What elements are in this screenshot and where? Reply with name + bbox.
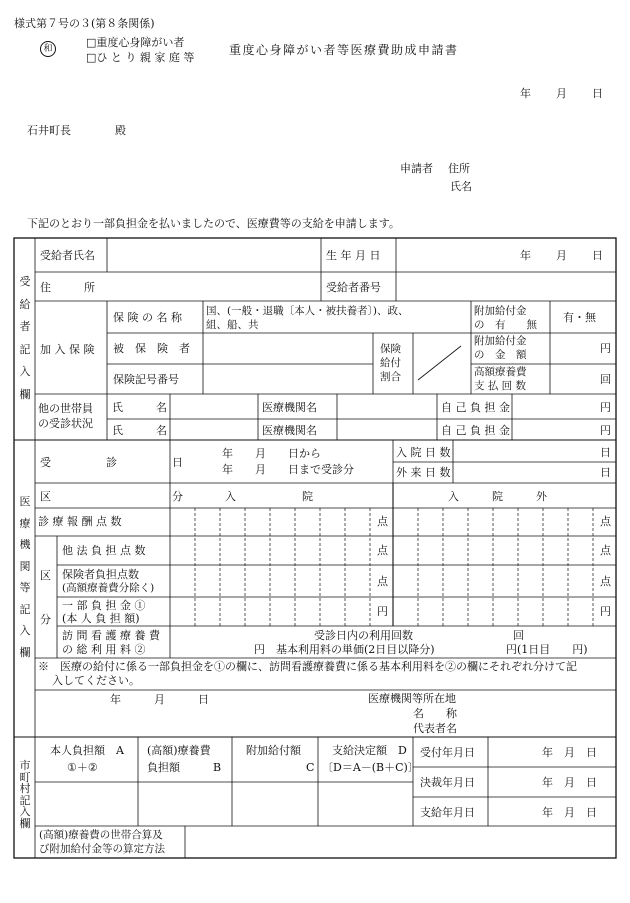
partial-pay-label2: (本 人 負 担 額) [62,612,140,625]
addressee: 石井町長 殿 [27,124,126,137]
division-label2: 分 [40,613,51,626]
approved-date-ymd: 年 月 日 [542,776,597,789]
decided-d-label1: 支給決定額 D [332,744,407,757]
extra-amount-yen: 円 [600,342,611,355]
institution-address-label: 医療機関等所在地 [368,692,456,705]
usage-count-label: 受診日内の利用回数 [314,629,413,642]
member2-self-pay-label: 自 己 負 担 金 [441,424,510,437]
extra-benefit-label1: 附加給付金 [474,305,527,317]
nursing-label1: 訪 問 看 護 療 養 費 [62,629,160,642]
date-year: 年 [520,87,531,100]
partial-pay-label1: 一 部 負 担 金 ① [62,599,146,612]
applicant-label: 申請者 [400,162,433,175]
insurer-points-label2: (高額療養費分除く) [62,582,155,594]
form-number: 様式第７号の３(第８条関係) [14,17,155,30]
approved-date-label: 決裁年月日 [420,776,475,789]
high-cost-b-label2: 負担額 B [147,761,222,774]
member1-yen: 円 [600,401,611,414]
received-date-ymd: 年 月 日 [542,746,597,759]
fee-points-label: 診 療 報 酬 点 数 [38,515,122,528]
insurer-unit-outpatient: 点 [600,575,611,588]
recipient-name-label: 受給者氏名 [40,249,95,262]
other-member-label2: の受診状況 [38,417,93,430]
partial-unit-inpatient: 円 [377,605,388,618]
statement: 下記のとおり一部負担金を払いましたので、医療費等の支給を申請します。 [27,217,400,230]
institution-rep-label: 代表者名 [413,722,457,735]
calc-method-label1: (高額)療養費の世帯合算及 [39,829,163,841]
outpatient-header: 入 院 外 [448,490,547,503]
name-label: 氏名 [450,180,472,193]
self-pay-a-label2: ①＋② [67,761,98,774]
member1-self-pay-label: 自 己 負 担 金 [441,401,510,414]
division-label1: 区 [40,569,51,582]
calc-method-label2: び附加給付金等の算定方法 [39,843,165,855]
other-law-points-label: 他 法 負 担 点 数 [62,544,146,557]
extra-c-label1: 附加給付額 [246,744,301,757]
medical-section-label: 医 療 機 関 等 記 入 欄 [19,495,31,659]
birth-month: 月 [556,249,567,262]
paid-date-ymd: 年 月 日 [542,806,597,819]
recipient-number-label: 受給者番号 [326,281,381,294]
insurer-unit-inpatient: 点 [377,575,388,588]
decided-d-label2: 〔D＝A－(B＋C)〕 [322,761,419,774]
member2-institution-label: 医療機関名 [262,424,317,437]
member1-name-label: 氏 名 [112,401,167,414]
category-label: 区 分 [40,490,183,503]
high-cost-label1: 高額療養費 [474,366,527,378]
checkbox-disabled[interactable]: □重度心身障がい者 [86,36,185,49]
extra-c-label2: C [306,761,315,774]
date-day: 日 [592,87,603,100]
birth-day: 日 [592,249,603,262]
insurer-points-label1: 保険者負担点数 [62,568,139,581]
insurance-label: 加 入 保 険 [40,343,95,356]
date-month: 月 [556,87,567,100]
fee-points-unit-outpatient: 点 [600,515,611,528]
seal-mark: 和 [40,41,56,57]
recipient-section-label: 受 給 者 記 入 欄 [19,275,31,401]
birth-date-label: 生 年 月 日 [326,249,381,262]
visit-date-label: 受 診 日 [40,456,183,469]
insurance-options-line2: 組、船、共 [206,319,259,331]
partial-unit-outpatient: 円 [600,605,611,618]
member2-name-label: 氏 名 [112,424,167,437]
benefit-ratio-label3: 割合 [380,371,401,383]
high-cost-b-label1: (高額)療養費 [147,744,211,757]
address-field-label: 住 所 [40,281,95,294]
address-label: 住所 [448,162,470,175]
member2-yen: 円 [600,424,611,437]
benefit-ratio-label2: 給付 [380,357,401,369]
note-line2: 入してください。 [52,674,140,687]
member1-institution-label: 医療機関名 [262,401,317,414]
nursing-label2: の 総 利 用 料 ② [62,643,146,656]
extra-amount-label1: 附加給付金 [474,335,527,347]
paid-date-label: 支給年月日 [420,806,475,819]
other-member-label1: 他の世帯員 [38,402,93,415]
inpatient-days-unit: 日 [600,446,611,459]
usage-count-unit: 回 [513,629,524,642]
outpatient-days-label: 外 来 日 数 [396,466,451,479]
insurance-options-line1: 国、(一般・退職〔本人・被扶養者〕)、政、 [206,305,409,317]
form-title: 重度心身障がい者等医療費助成申請書 [229,43,459,57]
outpatient-days-unit: 日 [600,466,611,479]
high-cost-label2: 支 払 回 数 [474,380,527,392]
visit-to: 年 月 日まで受診分 [222,463,354,476]
institution-name-label: 名 称 [413,707,457,720]
municipal-section-label: 市 町 村 記 入 欄 [19,759,31,830]
checkbox-single-parent[interactable]: □ひ と り 親 家 庭 等 [86,51,195,64]
symbol-number-label: 保険記号番号 [113,373,179,386]
extra-benefit-label2: の 有 無 [474,319,537,331]
other-law-unit-outpatient: 点 [600,544,611,557]
fee-points-unit-inpatient: 点 [377,515,388,528]
inpatient-days-label: 入 院 日 数 [396,446,451,459]
high-cost-times: 回 [600,373,611,386]
insurance-name-label: 保 険 の 名 称 [113,311,182,324]
other-law-unit-inpatient: 点 [377,544,388,557]
basic-fee-label: 円 基本利用料の単価(2日目以降分) [254,643,435,656]
insured-label: 被 保 険 者 [113,342,190,355]
received-date-label: 受付年月日 [420,746,475,759]
first-day-label: 円(1日目 円) [506,643,588,656]
self-pay-a-label1: 本人負担額 A [50,744,124,757]
note-line1: ※ 医療の給付に係る一部負担金を①の欄に、訪問看護療養費に係る基本利用料を②の欄にそれぞれ分けて記 [38,660,577,673]
yes-no-option[interactable]: 有・無 [563,311,596,324]
birth-year: 年 [520,249,531,262]
sign-date: 年 月 日 [110,693,209,706]
extra-amount-label2: の 金 額 [474,349,527,361]
inpatient-header: 入 院 [225,490,313,503]
benefit-ratio-label1: 保険 [380,343,401,355]
visit-from: 年 月 日から [222,447,321,460]
